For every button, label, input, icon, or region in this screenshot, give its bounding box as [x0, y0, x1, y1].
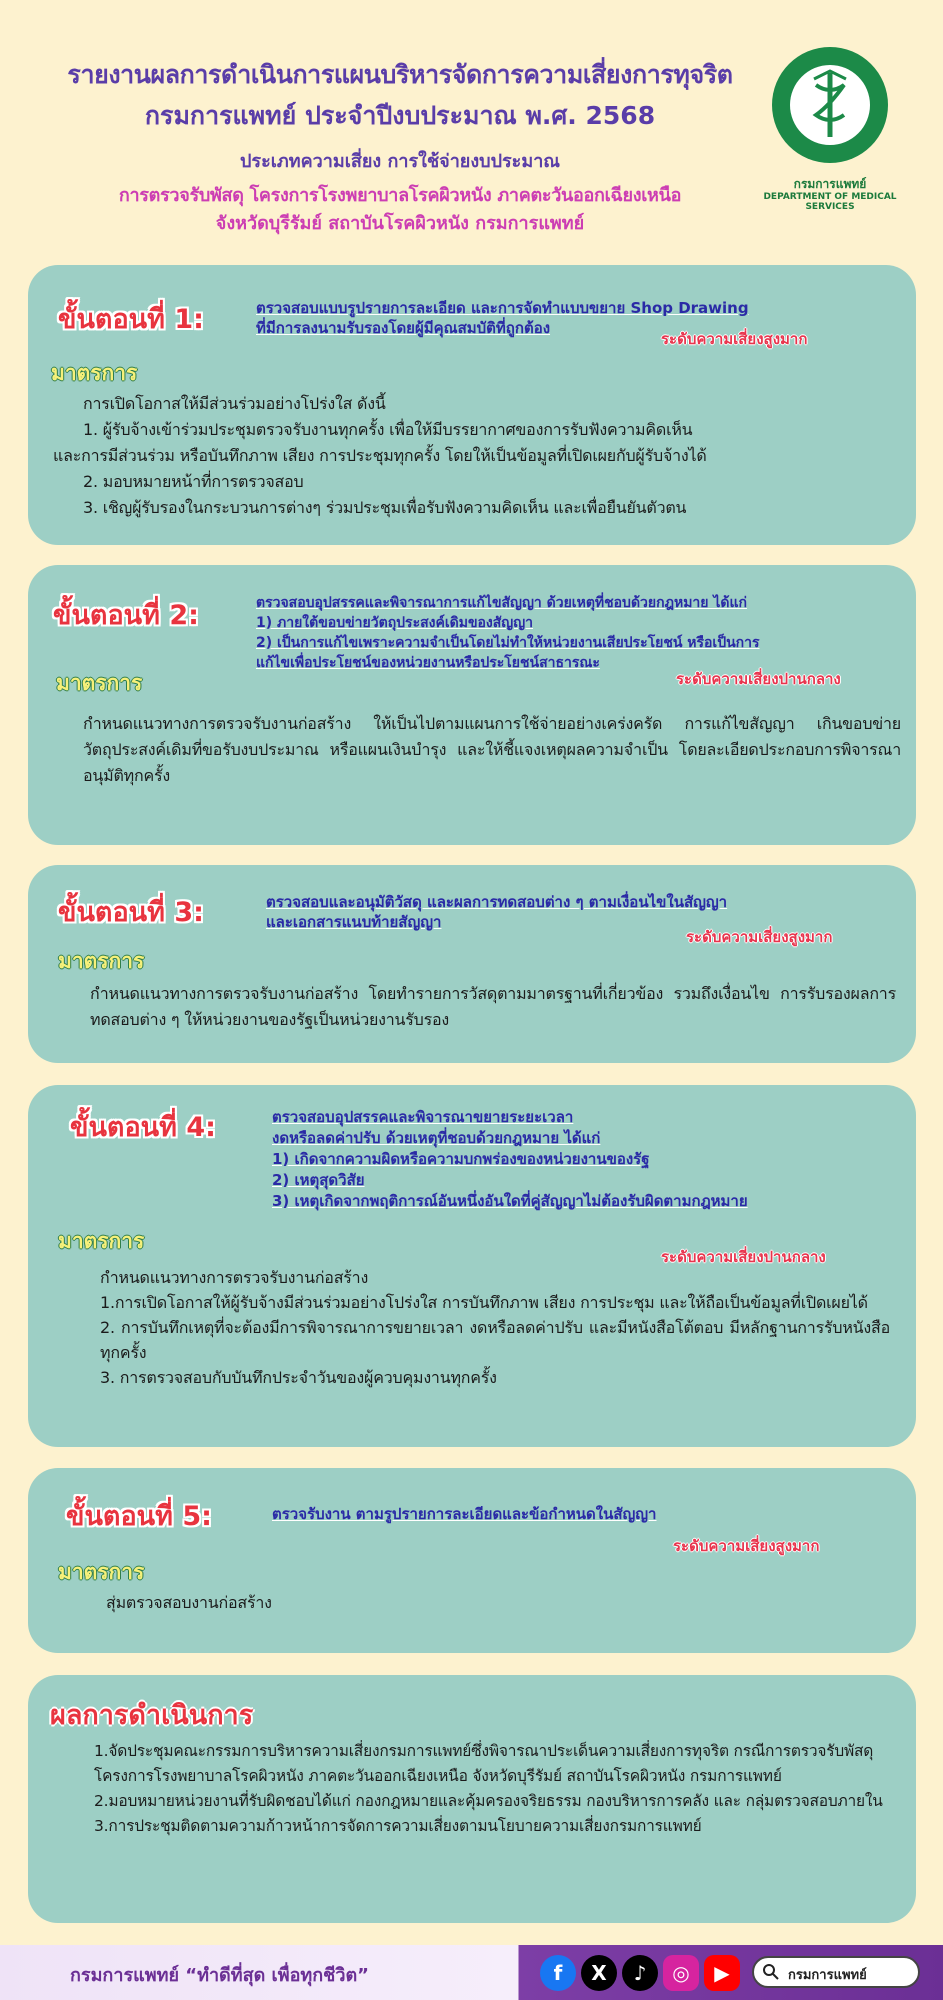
risk-level: ระดับความเสี่ยงสูงมาก — [661, 330, 808, 348]
results-item: 3.การประชุมติดตามความก้าวหน้าการจัดการความเสี่ยงตามนโยบายความเสี่ยงกรมการแพทย์ — [94, 1817, 702, 1835]
youtube-icon[interactable]: ▶ — [704, 1955, 740, 1991]
step-body: กำหนดแนวทางการตรวจรับงานก่อสร้าง ให้เป็นไปตามแผนการใช้จ่ายอย่างเคร่งครัด การแก้ไขสัญญา เกินขอบข่ายวัตถุประสงค์เดิมที่ขอรับงบประมาณ หรือแผนเงินบำรุง และให้ชี้แจงเหตุผลความจำเป็น โดยละเอียดประกอบการพิจารณาอนุมัติทุกครั้ง — [83, 714, 901, 785]
footer-slogan: กรมการแพทย์ “ทำดีที่สุด เพื่อทุกชีวิต” — [70, 1965, 369, 1986]
step-body: กำหนดแนวทางการตรวจรับงานก่อสร้าง 1.การเปิดโอกาสให้ผู้รับจ้างมีส่วนร่วมอย่างโปร่งใส การบันทึกภาพ เสียง การประชุม และให้ถือเป็นข้อมูลที่เปิดเผยได้ 2. การบันทึกเหตุที่จะต้องมีการพิจารณาการขยายเวลา งดหรือลดค่าปรับ และมีหนังสือโต้ตอบ มีหลักฐานการรับหนังสือทุกครั้ง 3. การตรวจสอบกับบันทึกประจำวันของผู้ควบคุมงานทุกครั้ง — [100, 1268, 890, 1387]
step-label: ขั้นตอนที่ 4: — [70, 1112, 216, 1143]
step-label: ขั้นตอนที่ 5: — [66, 1501, 212, 1532]
search-text: กรมการแพทย์ — [788, 1968, 867, 1983]
step-title: ตรวจสอบแบบรูปรายการละเอียด และการจัดทำแบบขยาย Shop Drawing ที่มีการลงนามรับรองโดยผู้มีคุณสมบัติที่ถูกต้อง — [256, 299, 749, 337]
search-icon — [762, 1963, 780, 1981]
step-card-1 — [28, 265, 916, 545]
step-label: ขั้นตอนที่ 3: — [58, 897, 204, 928]
measure-label: มาตรการ — [58, 1229, 145, 1253]
step-card-2 — [28, 565, 916, 845]
step-title: ตรวจสอบอุปสรรคและพิจารณาการแก้ไขสัญญา ด้วยเหตุที่ชอบด้วยกฎหมาย ได้แก่ 1) ภายใต้ขอบข่ายวัตถุประสงค์เดิมของสัญญา 2) เป็นการแก้ไขเพราะความจำเป็นโดยไม่ทำให้หน่วยงานเสียประโยชน์ หรือเป็นการ แก้ไขเพื่อประโยชน์ของหน่วยงานหรือประโยชน์สาธารณะ — [256, 595, 760, 671]
results-item: 2.มอบหมายหน่วยงานที่รับผิดชอบได้แก่ กองกฎหมายและคุ้มครองจริยธรรม กองบริหารการคลัง และ กลุ่มตรวจสอบภายใน — [94, 1792, 883, 1810]
dept-name-th: กรมการแพทย์ — [793, 177, 867, 191]
step-card-5 — [28, 1468, 916, 1653]
step-card-3 — [28, 865, 916, 1063]
results-title: ผลการดำเนินการ — [50, 1700, 254, 1731]
risk-level: ระดับความเสี่ยงสูงมาก — [673, 1537, 820, 1555]
dept-name-en: DEPARTMENT OF MEDICAL SERVICES — [763, 192, 897, 212]
results-card — [28, 1675, 916, 1923]
results-body — [94, 1739, 894, 1839]
facebook-icon[interactable]: f — [540, 1955, 576, 1991]
measure-label: มาตรการ — [58, 949, 145, 973]
tiktok-icon[interactable]: ♪ — [622, 1955, 658, 1991]
step-body: กำหนดแนวทางการตรวจรับงานก่อสร้าง โดยทำรายการวัสดุตามมาตรฐานที่เกี่ยวข้อง รวมถึงเงื่อนไข การรับรองผลการทดสอบต่าง ๆ ให้หน่วยงานของรัฐเป็นหน่วยงานรับรอง — [90, 984, 896, 1029]
risk-level: ระดับความเสี่ยงสูงมาก — [686, 928, 833, 946]
step-title: ตรวจสอบอุปสรรคและพิจารณาขยายระยะเวลา งดหรือลดค่าปรับ ด้วยเหตุที่ชอบด้วยกฎหมาย ได้แก่ 1) เกิดจากความผิดหรือความบกพร่องของหน่วยงานของรัฐ 2) เหตุสุดวิสัย 3) เหตุเกิดจากพฤติการณ์อันหนึ่งอันใดที่คู่สัญญาไม่ต้องรับผิดตามกฎหมาย — [272, 1108, 748, 1210]
risk-level: ระดับความเสี่ยงปานกลาง — [661, 1248, 826, 1266]
measure-label: มาตรการ — [51, 361, 138, 385]
page-title-line2: กรมการแพทย์ ประจำปีงบประมาณ พ.ศ. 2568 — [144, 101, 656, 130]
step-body: สุ่มตรวจสอบงานก่อสร้าง — [106, 1593, 272, 1612]
step-label: ขั้นตอนที่ 2: — [53, 600, 199, 631]
footer — [0, 1945, 943, 2000]
risk-level: ระดับความเสี่ยงปานกลาง — [676, 670, 841, 688]
step-body: การเปิดโอกาสให้มีส่วนร่วมอย่างโปร่งใส ดังนี้ 1. ผู้รับจ้างเข้าร่วมประชุมตรวจรับงานทุกครั้ง เพื่อให้มีบรรยากาศของการรับฟังความคิดเห็น และการมีส่วนร่วม หรือบันทึกภาพ เสียง การประชุมทุกครั้ง โดยให้เป็นข้อมูลที่เปิดเผยกับผู้รับจ้างได้ 2. มอบหมายหน้าที่การตรวจสอบ 3. เชิญผู้รับรองในกระบวนการต่างๆ ร่วมประชุมเพื่อรับฟังความคิดเห็น และเพื่อยืนยันตัวตน — [53, 394, 707, 517]
step-title: ตรวจสอบและอนุมัติวัสดุ และผลการทดสอบต่าง ๆ ตามเงื่อนไขในสัญญา และเอกสารแนบท้ายสัญญา — [266, 893, 728, 931]
step-label: ขั้นตอนที่ 1: — [58, 304, 204, 335]
measure-label: มาตรการ — [56, 671, 143, 695]
subject-line1: การตรวจรับพัสดุ โครงการโรงพยาบาลโรคผิวหนัง ภาคตะวันออกเฉียงเหนือ — [118, 185, 682, 206]
risk-type: ประเภทความเสี่ยง การใช้จ่ายงบประมาณ — [239, 151, 561, 172]
step-title: ตรวจรับงาน ตามรูปรายการละเอียดและข้อกำหนดในสัญญา — [272, 1505, 657, 1523]
measure-label: มาตรการ — [58, 1560, 145, 1584]
page-header — [0, 0, 943, 250]
step-card-4 — [28, 1085, 916, 1447]
page-title-line1: รายงานผลการดำเนินการแผนบริหารจัดการความเสี่ยงการทุจริต — [67, 60, 733, 89]
instagram-icon[interactable]: ◎ — [663, 1955, 699, 1991]
subject-line2: จังหวัดบุรีรัมย์ สถาบันโรคผิวหนัง กรมการแพทย์ — [215, 213, 585, 234]
results-item: 1.จัดประชุมคณะกรรมการบริหารความเสี่ยงกรมการแพทย์ซึ่งพิจารณาประเด็นความเสี่ยงการทุจริต กรณีการตรวจรับพัสดุ โครงการโรงพยาบาลโรคผิวหนัง ภาคตะวันออกเฉียงเหนือ จังหวัดบุรีรัมย์ สถาบันโรคผิวหนัง กรมการแพทย์ — [94, 1742, 874, 1785]
x-icon[interactable]: X — [581, 1955, 617, 1991]
search-box[interactable] — [752, 1956, 920, 1988]
ministry-logo-icon — [770, 45, 890, 165]
